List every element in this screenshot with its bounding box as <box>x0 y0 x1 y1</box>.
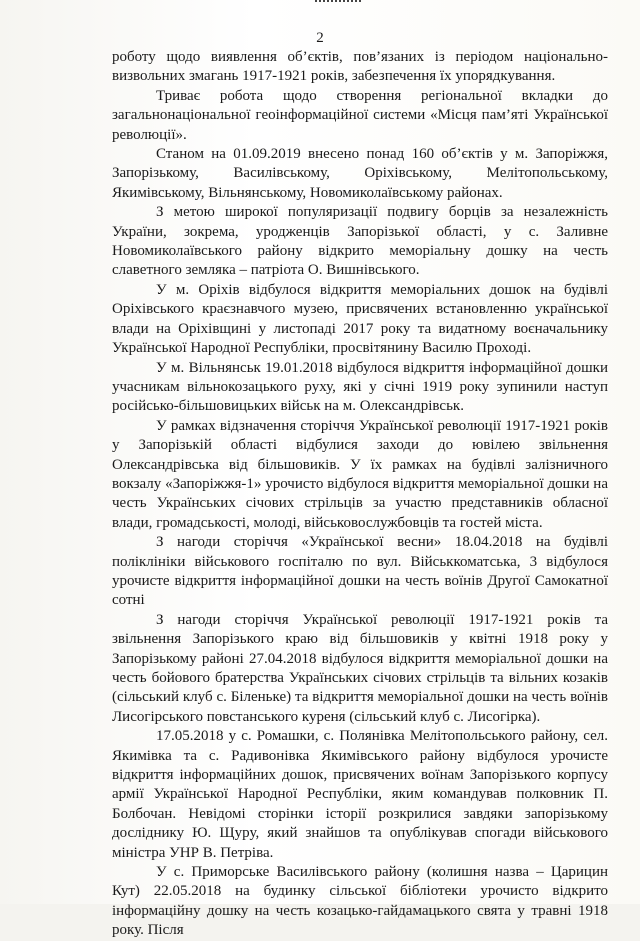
paragraph: роботу щодо виявлення об’єктів, пов’язаних із періодом національно-визвольних змагань 1917-1921 років, забезпечення їх упорядкування. <box>112 49 608 85</box>
paragraph: Станом на 01.09.2019 внесено понад 160 об’єктів у м. Запоріжжя, Запорізькому, Василівському, Оріхівському, Мелітопольському, Якимівському, Вільнянському, Новомиколаївському районах. <box>112 146 608 201</box>
scan-mark <box>315 0 361 6</box>
document-body <box>112 48 608 941</box>
paragraph: З нагоди сторіччя «Української весни» 18.04.2018 на будівлі поліклініки військового госпіталю по вул. Військкоматська, 3 відбулося урочисте відкриття інформаційної дошки на честь воїнів Другої Самокатної сотні <box>112 534 608 609</box>
paragraph: 17.05.2018 у с. Ромашки, с. Полянівка Мелітопольського району, сел. Якимівка та с. Радивонівка Якимівського району відбулося урочисте відкриття інформаційних дошок, присвячених воїнам Запорізького корпусу армії Української Народної Республіки, яким командував полковник П. Болбочан. Невідомі сторінки історії розкрилися завдяки запорізькому досліднику Ю. Щуру, який знайшов та опублікував спогади військового міністра УНР В. Петріва. <box>112 728 608 861</box>
page-number: 2 <box>316 30 324 46</box>
paragraph: Триває робота щодо створення регіональної вкладки до загальнонаціональної геоінформаційної системи «Місця пам’яті Української революції». <box>112 87 608 143</box>
paragraph: З метою широкої популяризації подвигу борців за незалежність України, зокрема, уродженців Запорізької області, у с. Заливне Новомиколаївського району відкрито меморіальну дошку на честь славетного земляка – патріота О. Вишнівського. <box>112 204 608 279</box>
paragraph: З нагоди сторіччя Української революції 1917-1921 років та звільнення Запорізького краю від більшовиків у квітні 1918 року у Запорізькому районі 27.04.2018 відбулося відкриття меморіальної дошки на честь бойового братерства Українських січових стрільців та вільних козаків (сільський клуб с. Біленьке) та відкриття меморіальної дошки на честь воїнів Лисогірського повстанського куреня (сільський клуб с. Лисогірка). <box>112 611 608 725</box>
paragraph: У рамках відзначення сторіччя Української революції 1917-1921 років у Запорізькій області відбулися заходи до ювілею звільнення Олександрівська від більшовиків. У їх рамках на будівлі залізничного вокзалу «Запоріжжя-1» урочисто відбулося відкриття меморіальної дошки на честь Українських січових стрільців за участю представників обласної влади, громадськості, молоді, військовослужбовців та гостей міста. <box>112 417 608 531</box>
paragraph: У м. Вільнянськ 19.01.2018 відбулося відкриття інформаційної дошки учасникам вільнокозацького руху, які у січні 1919 року зупинили наступ російсько-більшовицьких військ на м. Олександрівськ. <box>112 359 608 415</box>
paragraph: У с. Приморське Василівського району (колишня назва – Царицин Кут) 22.05.2018 на будинку сільської бібліотеки урочисто відкрито інформаційну дошку на честь козацько-гайдамацького свята у травні 1918 року. Після <box>112 864 608 939</box>
paragraph: У м. Оріхів відбулося відкриття меморіальних дошок на будівлі Оріхівського краєзнавчого музею, присвячених встановленню української влади на Оріхівщині у листопаді 2017 року та видатному воєначальнику Української Народної Республіки, просвітянину Василю Проході. <box>112 281 608 357</box>
